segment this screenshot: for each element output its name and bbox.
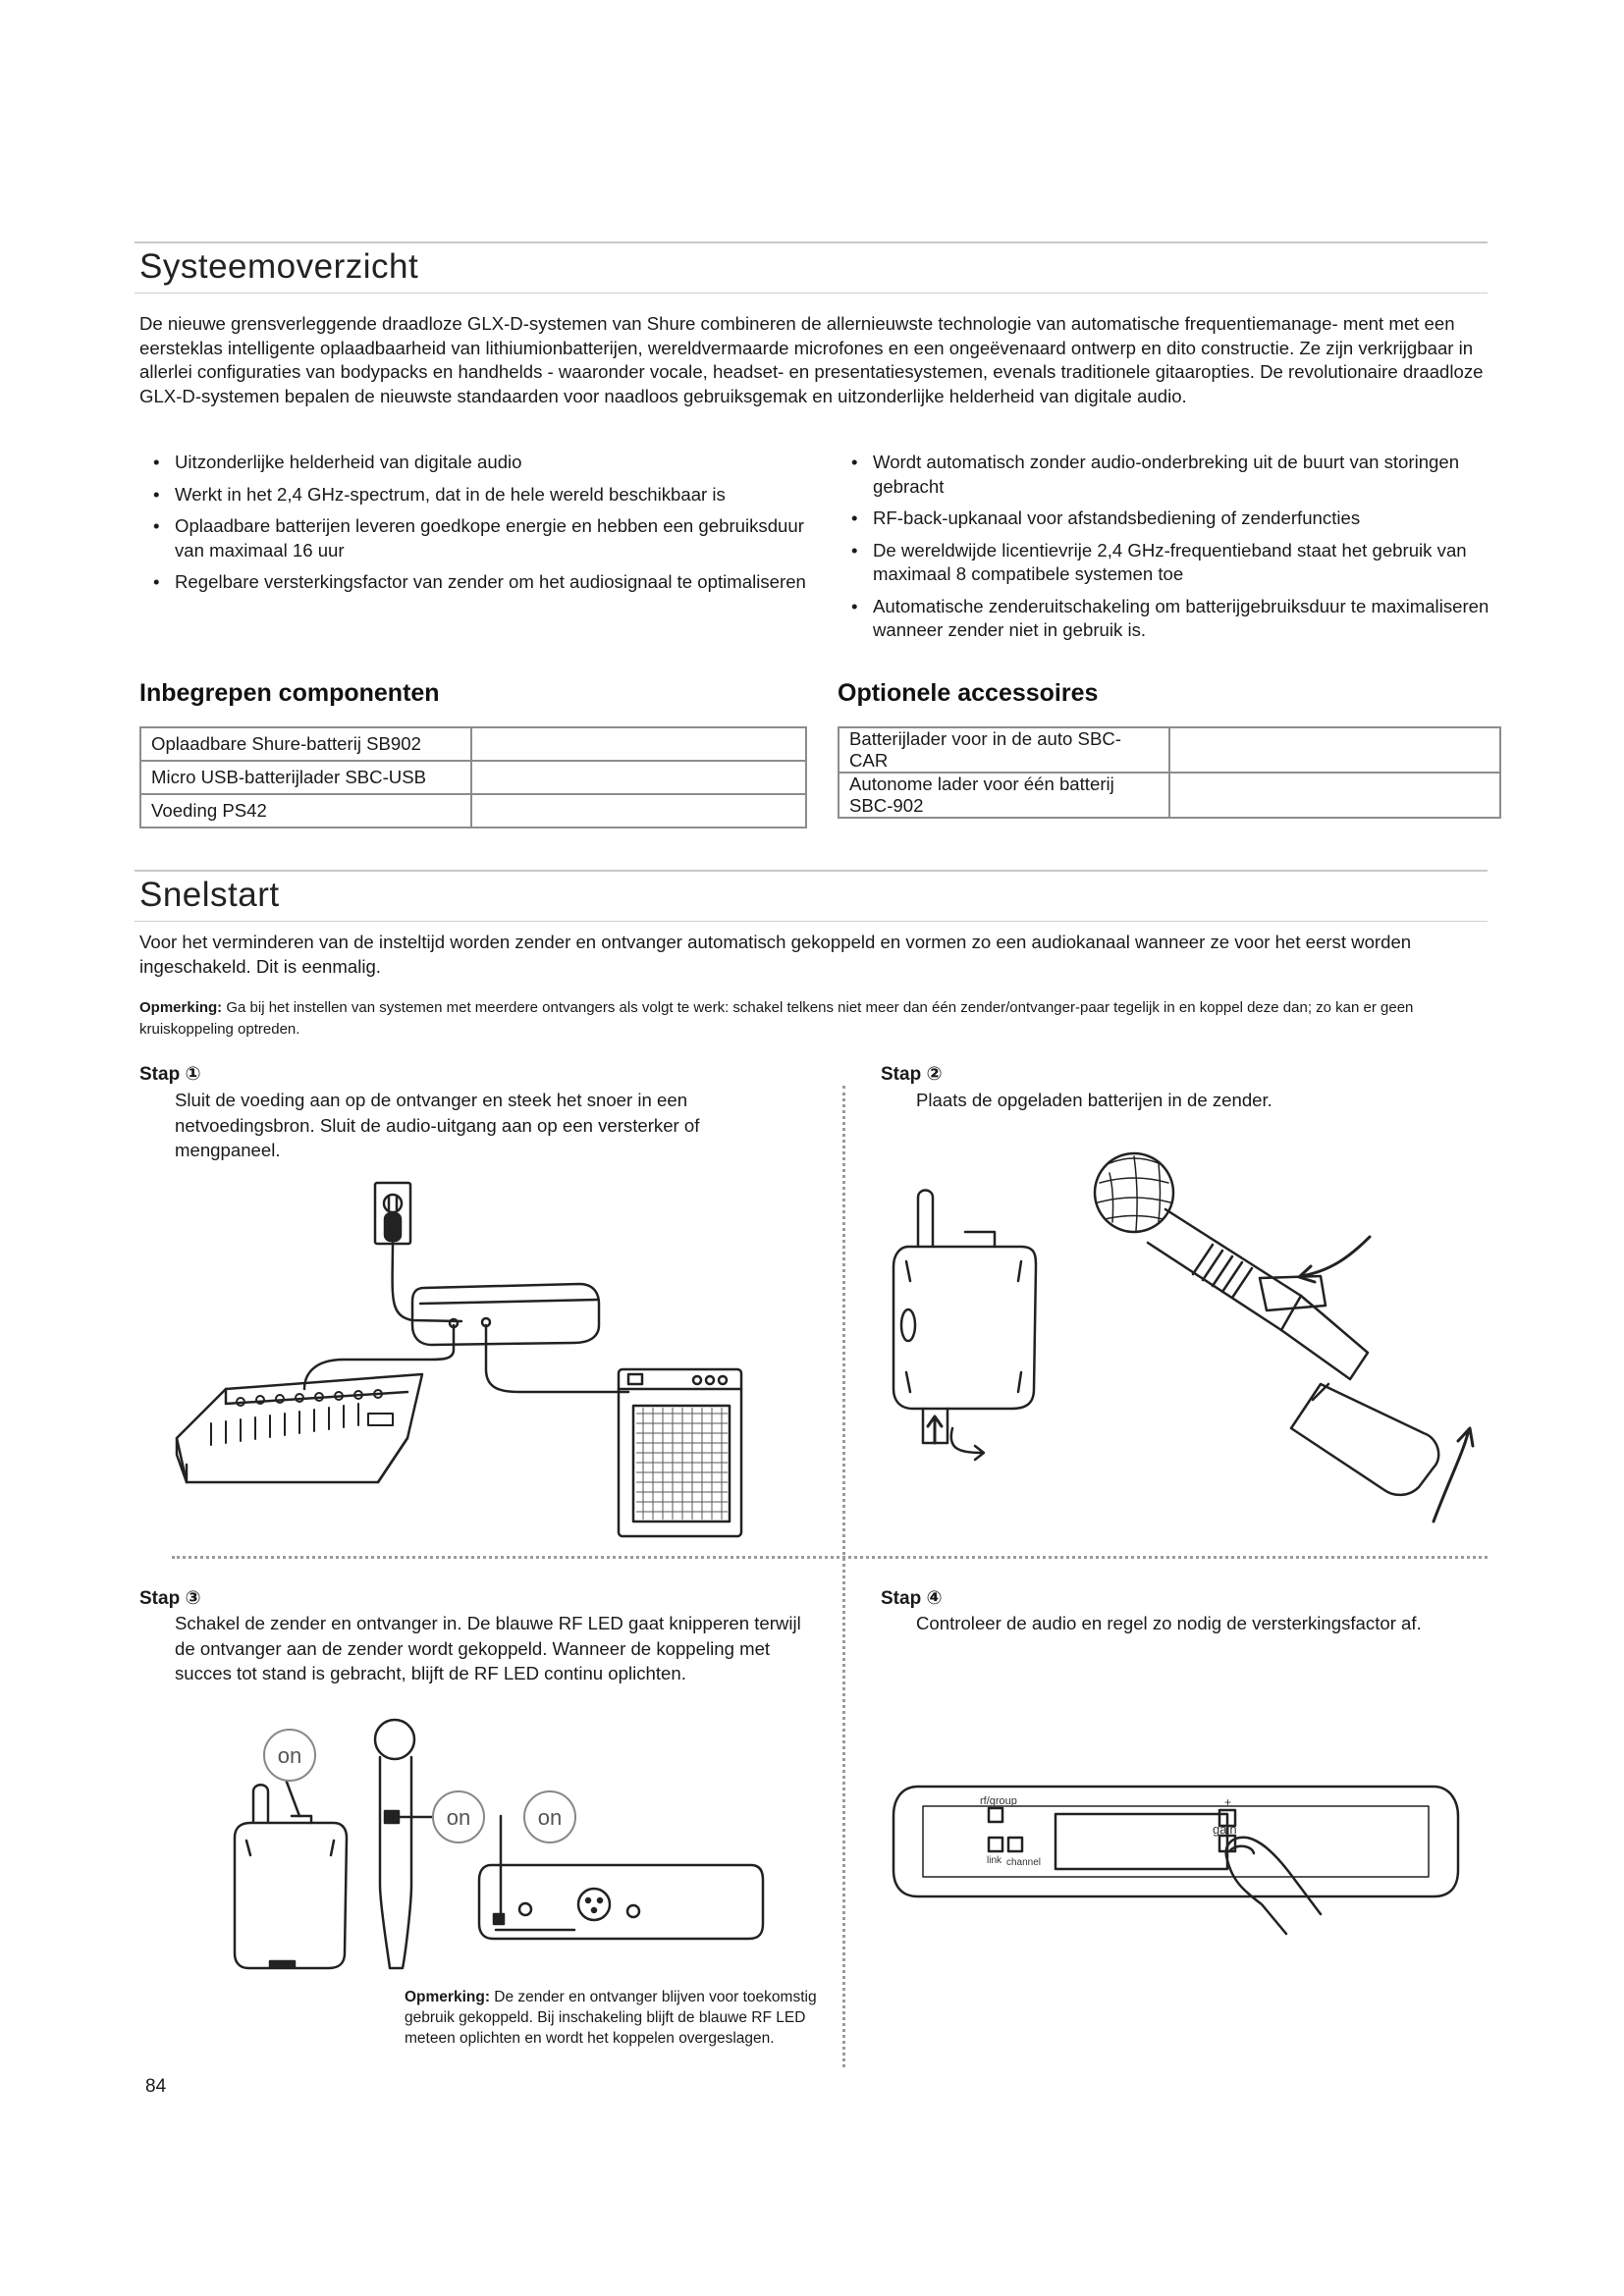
optional-accessories-title: Optionele accessoires <box>838 679 1099 707</box>
included-components-title: Inbegrepen componenten <box>139 679 440 707</box>
table-cell-empty <box>471 727 806 761</box>
table-row <box>140 794 806 828</box>
note-label: Opmerking: <box>139 999 223 1016</box>
overview-bullets-left <box>139 451 817 603</box>
step-3-text: Schakel de zender en ontvanger in. De blauwe RF LED gaat knipperen terwijl de ontvanger aan de zender wordt gekoppeld. Wanneer de koppeling met succes tot stand is gebracht, blijft de RF LED continu oplichten. <box>175 1613 801 1683</box>
step-2-illustration <box>889 1148 1497 1541</box>
note-text: De zender en ontvanger blijven voor toekomstig gebruik gekoppeld. Bij inschakeling blijft de blauwe RF LED meteen oplichten en wordt het koppelen overgeslagen. <box>405 1989 817 2047</box>
list-item: • Uitzonderlijke helderheid van digitale audio <box>139 451 817 475</box>
channel-label: channel <box>1006 1857 1042 1868</box>
on-label: on <box>277 1743 302 1768</box>
gain-label: gain <box>1213 1822 1237 1837</box>
table-cell: Oplaadbare Shure-batterij SB902 <box>140 727 471 761</box>
section-rule-bottom <box>135 293 1488 294</box>
table-cell: Autonome lader voor één batterij SBC-902 <box>839 773 1169 818</box>
table-row <box>140 761 806 794</box>
list-item: • Regelbare versterkingsfactor van zender om het audiosignaal te optimaliseren <box>139 570 817 595</box>
rf-group-label: rf/group <box>980 1795 1017 1807</box>
step-3-note <box>405 1987 817 2049</box>
section-rule-top <box>135 241 1488 243</box>
table-cell: Micro USB-batterijlader SBC-USB <box>140 761 471 794</box>
table-cell-empty <box>471 761 806 794</box>
section-rule-top <box>135 870 1488 872</box>
link-label: link <box>987 1855 1002 1866</box>
step-4-text: Controleer de audio en regel zo nodig de versterkingsfactor af. <box>916 1613 1422 1633</box>
note-text: Ga bij het instellen van systemen met meerdere ontvangers als volgt te werk: schakel telkens niet meer dan één zender/ontvanger-paar tegelijk in en koppel deze dan; zo kan er geen kruiskoppeling optreden. <box>139 999 1414 1038</box>
step-4-title: Stap ④ <box>881 1588 943 1609</box>
step-4-illustration <box>889 1767 1478 1963</box>
step-1-title: Stap ① <box>139 1064 201 1085</box>
list-item: • De wereldwijde licentievrije 2,4 GHz-frequentieband staat het gebruik van maximaal 8 compatibele systemen toe <box>838 539 1515 587</box>
list-item: • Werkt in het 2,4 GHz-spectrum, dat in de hele wereld beschikbaar is <box>139 483 817 507</box>
table-cell: Batterijlader voor in de auto SBC-CAR <box>839 727 1169 773</box>
step-3-title: Stap ③ <box>139 1588 201 1609</box>
step-1-illustration <box>167 1178 805 1541</box>
quickstart-intro: Voor het verminderen van de insteltijd worden zender en ontvanger automatisch gekoppeld en vormen zo een audiokanaal wanneer ze voor het eerst worden ingeschakeld. Dit is eenmalig. <box>139 932 1412 977</box>
list-item: • Oplaadbare batterijen leveren goedkope energie en hebben een gebruiksduur van maximaal 16 uur <box>139 514 817 562</box>
step-divider-vertical <box>842 1086 845 2067</box>
list-item: • Wordt automatisch zonder audio-onderbreking uit de buurt van storingen gebracht <box>838 451 1515 499</box>
table-cell: Voeding PS42 <box>140 794 471 828</box>
optional-accessories-table <box>838 726 1501 819</box>
quickstart-title: Snelstart <box>139 876 280 914</box>
table-cell-empty <box>471 794 806 828</box>
overview-intro: De nieuwe grensverleggende draadloze GLX-D-systemen van Shure combineren de allernieuwste technologie van automatische frequentiemanage- ment met een eersteklas intelligente oplaadbaarheid van lithiumionbatterijen, wereldvermaarde microfones en een ongeëvenaard ontwerp en dito constructie. Ze zijn verkrijgbaar in allerlei configuraties van bodypacks en handhelds - waaronder vocale, headset- en presentatiesystemen, evenals traditionele gitaaropties. De revolutionaire draadloze GLX-D-systemen bepalen de nieuwste standaarden voor naadloos gebruiksgemak en uitzonderlijke helderheid van digitale audio. <box>139 313 1484 406</box>
step-2-text: Plaats de opgeladen batterijen in de zender. <box>916 1090 1272 1110</box>
table-row <box>839 773 1500 818</box>
step-3-illustration <box>231 1718 820 1983</box>
list-item: • RF-back-upkanaal voor afstandsbediening of zenderfuncties <box>838 507 1515 531</box>
overview-title: Systeemoverzicht <box>139 247 419 286</box>
table-row <box>140 727 806 761</box>
table-row <box>839 727 1500 773</box>
step-1-text: Sluit de voeding aan op de ontvanger en steek het snoer in een netvoedingsbron. Sluit de audio-uitgang aan op een versterker of mengpaneel. <box>175 1090 700 1160</box>
on-label: on <box>537 1805 563 1830</box>
step-2-title: Stap ② <box>881 1064 943 1085</box>
on-label: on <box>446 1805 471 1830</box>
table-cell-empty <box>1169 773 1500 818</box>
overview-bullets-right <box>838 451 1515 651</box>
table-cell-empty <box>1169 727 1500 773</box>
page-number: 84 <box>145 2076 167 2097</box>
included-components-table <box>139 726 807 828</box>
list-item: • Automatische zenderuitschakeling om batterijgebruiksduur te maximaliseren wanneer zender niet in gebruik is. <box>838 595 1515 643</box>
step-divider-horizontal <box>172 1556 1488 1559</box>
note-label: Opmerking: <box>405 1989 490 2005</box>
plus-label: + <box>1224 1795 1232 1809</box>
section-rule-bottom <box>135 921 1488 922</box>
quickstart-note <box>139 997 1504 1041</box>
